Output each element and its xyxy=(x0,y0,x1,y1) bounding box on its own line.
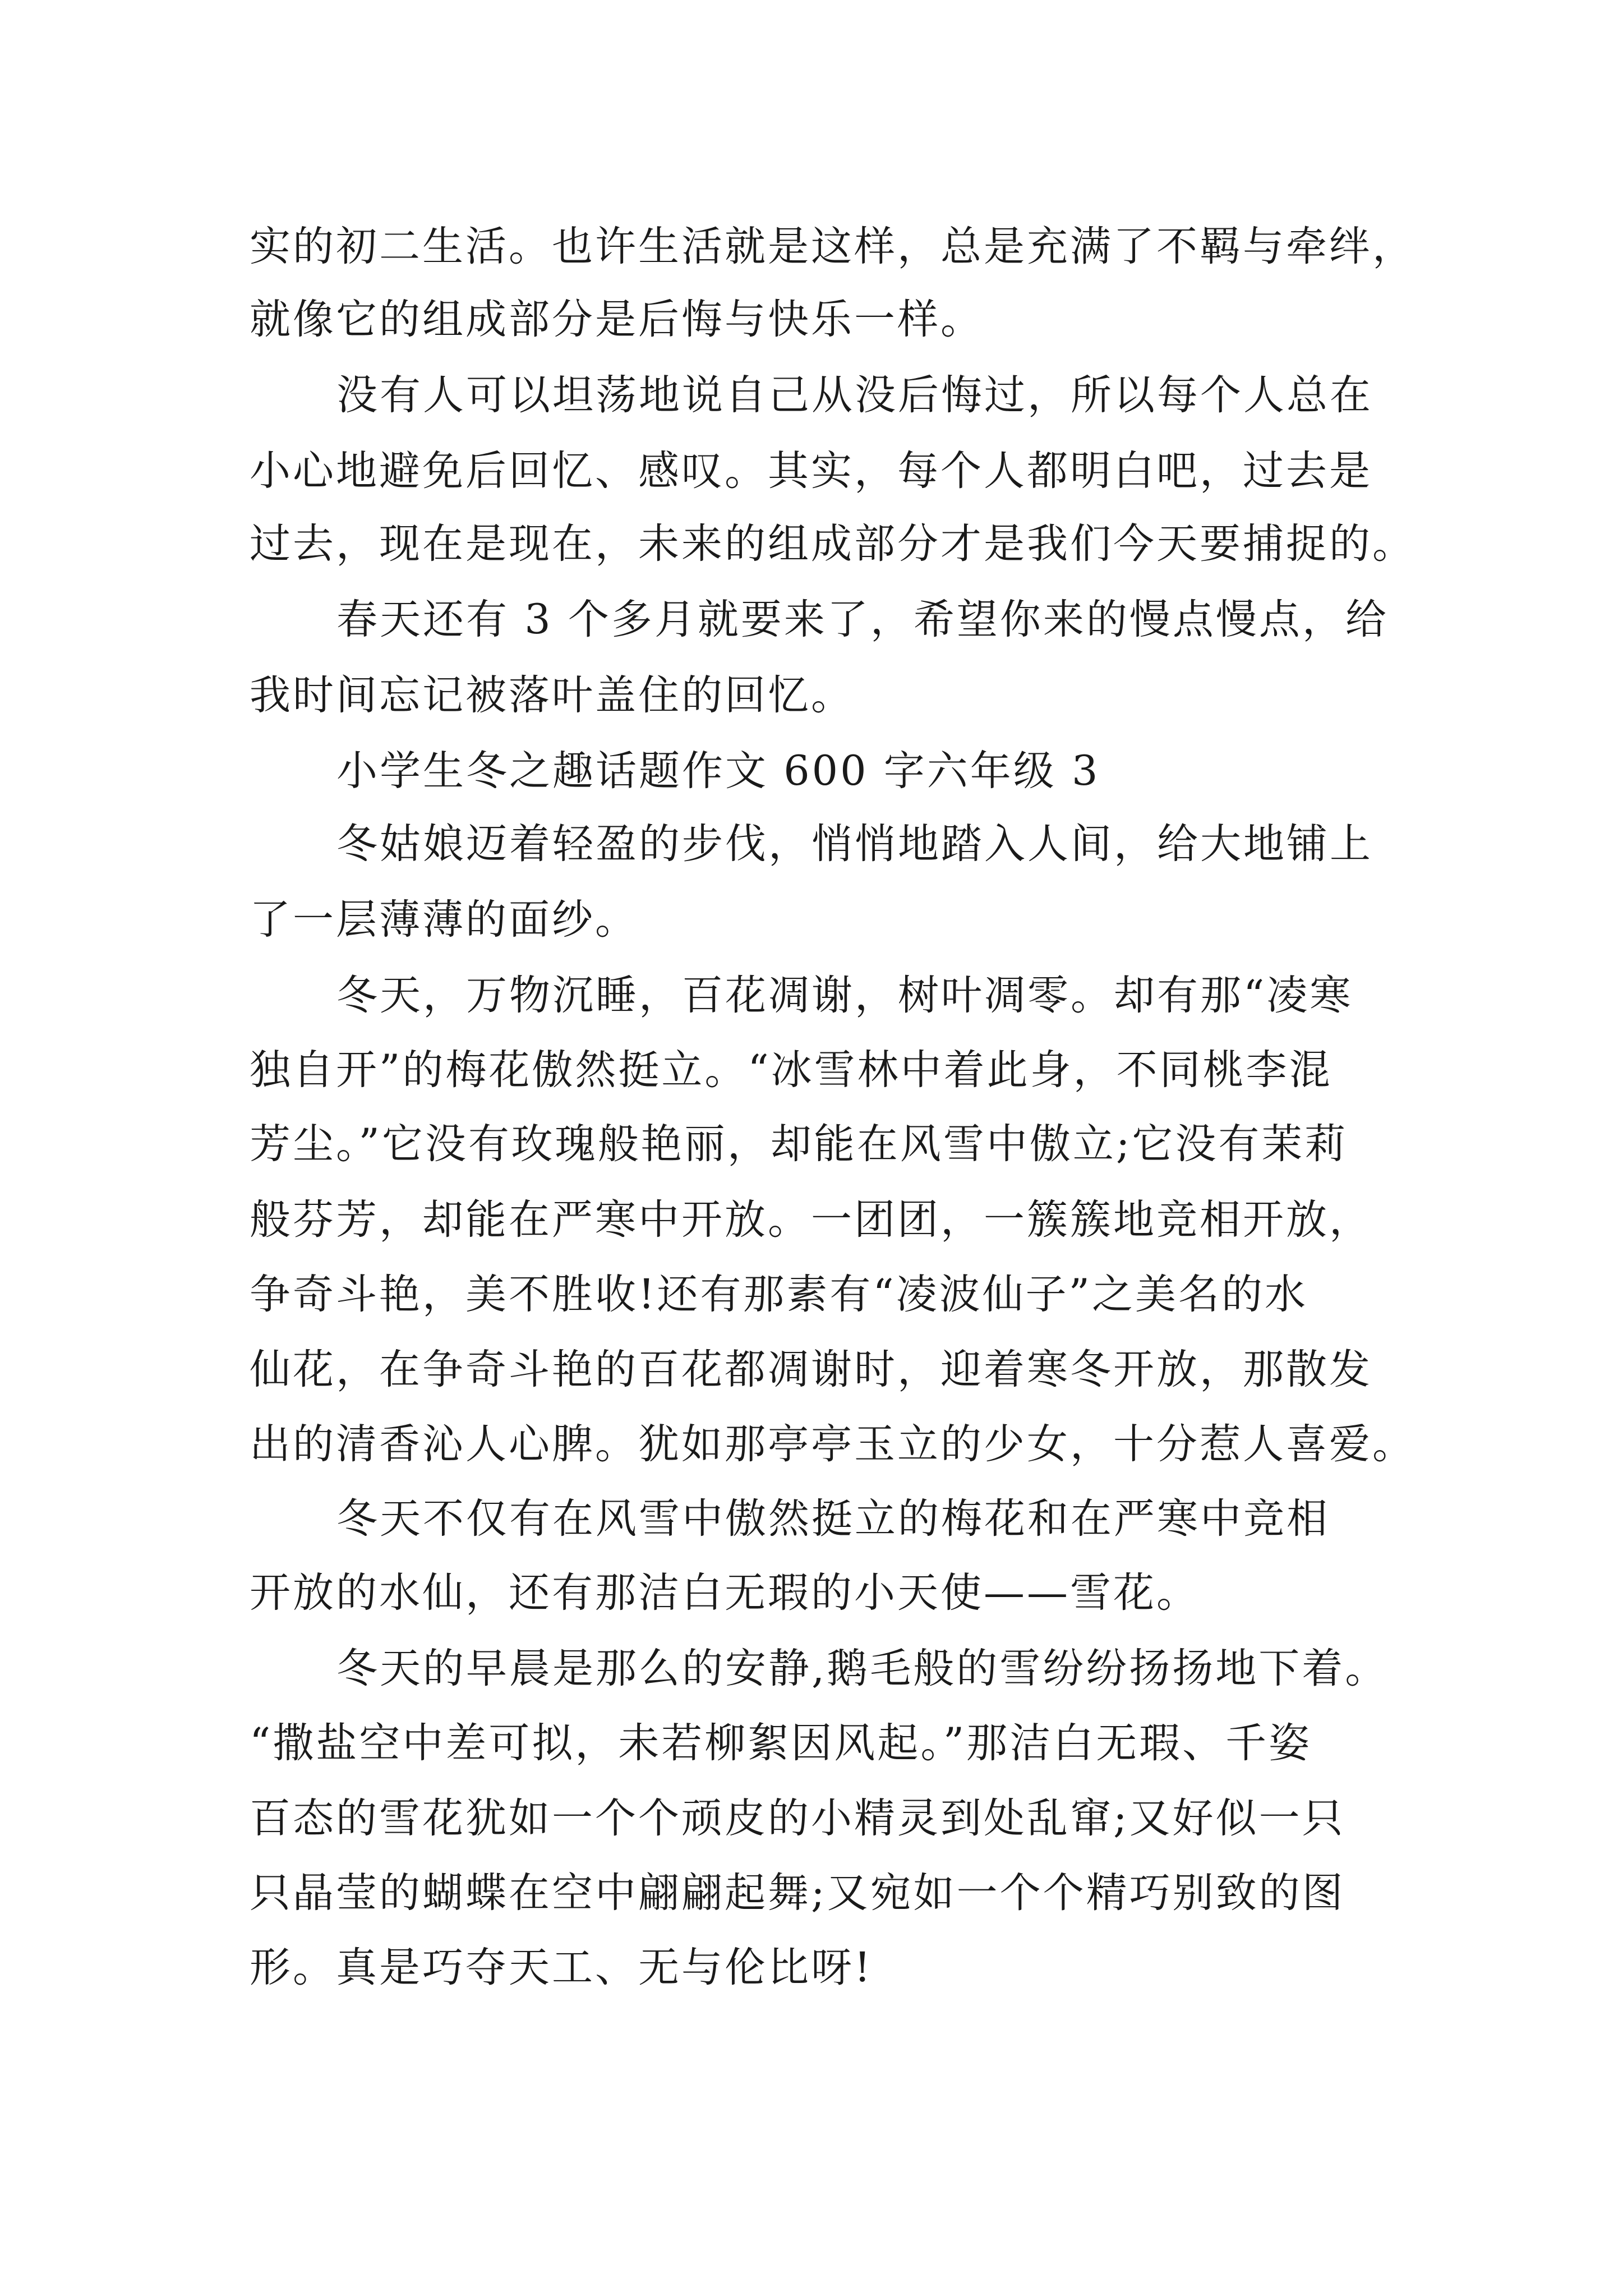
text-line: 我时间忘记被落叶盖住的回忆。 xyxy=(250,671,854,719)
text-line: 就像它的组成部分是后悔与快乐一样。 xyxy=(250,296,984,343)
text-line: 实的初二生活。也许生活就是这样，总是充满了不羁与牵绊， xyxy=(250,223,1415,270)
text-line: 芳尘。”它没有玫瑰般艳丽，却能在风雪中傲立;它没有茉莉 xyxy=(250,1120,1348,1168)
section-heading: 小学生冬之趣话题作文 600 字六年级 3 xyxy=(336,747,1100,795)
text-line: 冬姑娘迈着轻盈的步伐，悄悄地踏入人间，给大地铺上 xyxy=(336,820,1373,868)
text-line: 仙花，在争奇斗艳的百花都凋谢时，迎着寒冬开放，那散发 xyxy=(250,1346,1372,1393)
text-line: 春天还有 3 个多月就要来了，希望你来的慢点慢点，给 xyxy=(336,596,1389,643)
text-line: 没有人可以坦荡地说自己从没后悔过，所以每个人总在 xyxy=(336,371,1373,419)
text-line: 过去，现在是现在，未来的组成部分才是我们今天要捕捉的。 xyxy=(250,520,1415,568)
text-line: 只晶莹的蝴蝶在空中翩翩起舞;又宛如一个个精巧别致的图 xyxy=(250,1869,1345,1917)
text-line: 般芬芳，却能在严寒中开放。一团团，一簇簇地竞相开放， xyxy=(250,1196,1372,1244)
text-line: 冬天，万物沉睡，百花凋谢，树叶凋零。却有那“凌寒 xyxy=(336,972,1353,1019)
text-line: 百态的雪花犹如一个个顽皮的小精灵到处乱窜;又好似一只 xyxy=(250,1795,1345,1842)
text-line: 开放的水仙，还有那洁白无瑕的小天使——雪花。 xyxy=(250,1569,1200,1617)
text-line: 冬天不仅有在风雪中傲然挺立的梅花和在严寒中竞相 xyxy=(336,1495,1330,1543)
text-line: 小心地避免后回忆、感叹。其实，每个人都明白吧，过去是 xyxy=(250,447,1372,495)
text-line: 争奇斗艳，美不胜收!还有那素有“凌波仙子”之美名的水 xyxy=(250,1271,1308,1318)
text-line: 冬天的早晨是那么的安静,鹅毛般的雪纷纷扬扬地下着。 xyxy=(336,1645,1389,1692)
text-line: 形。真是巧夺天工、无与伦比呀! xyxy=(250,1944,873,1991)
text-line: 了一层薄薄的面纱。 xyxy=(250,896,638,944)
text-line: “撒盐空中差可拟，未若柳絮因风起。”那洁白无瑕、千姿 xyxy=(250,1719,1312,1767)
text-line: 出的清香沁人心脾。犹如那亭亭玉立的少女，十分惹人喜爱。 xyxy=(250,1420,1415,1468)
text-line: 独自开”的梅花傲然挺立。“冰雪林中着此身，不同桃李混 xyxy=(250,1046,1332,1094)
